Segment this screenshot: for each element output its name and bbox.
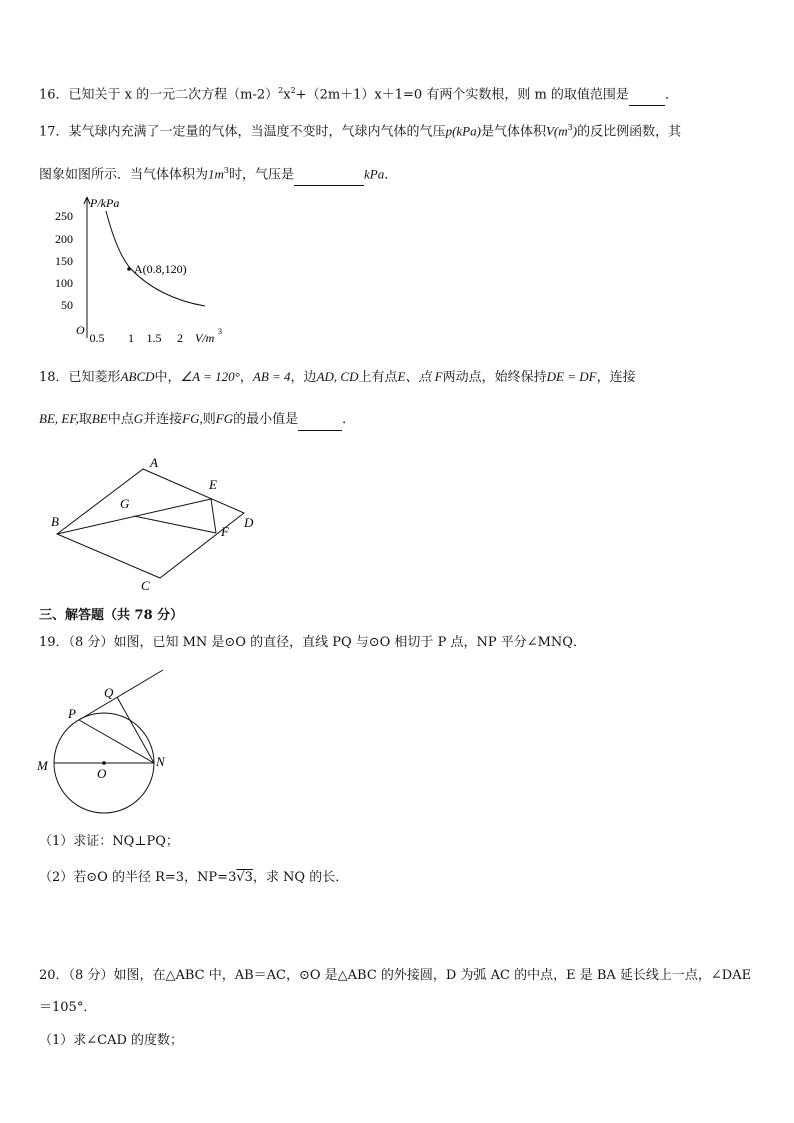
pressure-variable: p(kPa) <box>445 123 481 139</box>
point-label: O <box>97 766 107 781</box>
question-18-line2 <box>39 409 355 431</box>
point-a-label: A(0.8,120) <box>134 262 187 276</box>
answer-blank[interactable] <box>294 165 364 186</box>
point-label: M <box>37 758 48 773</box>
y-tick-label: 100 <box>55 276 73 290</box>
math-expr: BE <box>91 411 108 426</box>
question-19-part2 <box>39 868 348 888</box>
rhombus-figure <box>40 450 270 595</box>
math-expr: AB = 4 <box>252 369 291 384</box>
question-20-part1: （1）求∠CAD 的度数； <box>39 1033 184 1048</box>
question-text: 并连接 <box>143 412 183 427</box>
x-tick-label: 0.5 <box>89 331 105 345</box>
y-tick-label: 200 <box>55 232 73 246</box>
segment-ef <box>211 499 216 533</box>
segment-gf <box>134 516 216 533</box>
x-tick-label: 1 <box>128 331 134 345</box>
question-number: 16． <box>39 87 69 103</box>
question-17-line2 <box>39 161 397 186</box>
question-text: ，连接 <box>596 370 636 385</box>
question-18 <box>39 367 636 388</box>
segment-qn <box>117 697 154 763</box>
question-text: （8 分）如图，在△ABC 中，AB＝AC，⊙O 是△ABC 的外接圆，D 为弧 AC 的中点，E 是 BA 延长线上一点，∠DAE <box>68 968 752 983</box>
volume-value: 1m <box>208 166 224 182</box>
superscript: 3 <box>567 123 573 132</box>
question-text: 已知关于 x 的一元二次方程（m-2） <box>68 87 279 103</box>
question-20 <box>39 966 751 986</box>
point-a <box>127 267 131 271</box>
paren: ) <box>572 123 578 139</box>
vertex-label: C <box>141 578 150 593</box>
math-expr: ∠A = 120° <box>180 369 240 384</box>
question-text: 的反比例函数，其 <box>577 124 682 140</box>
y-axis-label: P/kPa <box>90 196 120 210</box>
question-text: （8 分）如图，已知 MN 是⊙O 的直径，直线 PQ 与⊙O 相切于 P 点，NP 平分∠MNQ． <box>68 635 586 650</box>
answer-blank[interactable] <box>298 410 342 431</box>
sqrt-expr: √3 <box>236 870 253 885</box>
center-o <box>102 761 106 765</box>
question-text: ，求 NQ 的长． <box>252 870 349 885</box>
period: ． <box>342 412 356 427</box>
question-text: 则 <box>202 412 216 427</box>
circle-tangent-figure <box>33 665 183 815</box>
math-expr: DE = DF <box>546 369 597 384</box>
hyperbola-curve <box>106 211 205 306</box>
point-label: P <box>68 706 76 721</box>
period: ． <box>384 167 398 183</box>
superscript: 2 <box>290 86 296 95</box>
math-expr: 3 <box>228 870 237 885</box>
x-tick-label: 1.5 <box>146 331 162 345</box>
y-tick-label: 250 <box>55 209 73 223</box>
math-expr: G <box>133 411 144 426</box>
question-text: ，边 <box>290 370 317 385</box>
question-text: 某气球内充满了一定量的气体，当温度不变时，气球内气体的气压 <box>68 124 446 140</box>
math-expr: E、点 F <box>397 369 443 384</box>
superscript: 3 <box>223 166 229 175</box>
x-axis-label: V/m <box>195 331 215 345</box>
point-label: N <box>156 754 165 769</box>
question-text: +（2m＋1）x＋1=0 有两个实数根，则 m 的取值范围是 <box>295 87 629 103</box>
unit: kPa <box>364 166 385 182</box>
vertex-label: A <box>150 455 158 470</box>
x-tick-label: 2 <box>177 331 183 345</box>
question-number: 20． <box>39 968 69 983</box>
question-17 <box>39 118 681 142</box>
question-text: （2）若⊙O 的半径 R=3，NP= <box>39 870 229 885</box>
question-text: x <box>283 87 291 103</box>
math-expr: FG <box>215 411 234 426</box>
x-axis-label-superscript: 3 <box>218 327 222 336</box>
question-number: 17． <box>39 124 69 140</box>
math-expr: AD, CD <box>316 369 359 384</box>
question-text: 中， <box>154 370 181 385</box>
period: ． <box>664 87 678 103</box>
point-label: G <box>120 496 130 511</box>
question-text: 两动点，始终保持 <box>442 370 547 385</box>
question-number: 18． <box>39 370 69 385</box>
answer-blank[interactable] <box>629 85 665 106</box>
question-16 <box>39 81 678 106</box>
question-19-part1: （1）求证：NQ⊥PQ； <box>39 834 179 849</box>
question-text: ， <box>239 370 253 385</box>
point-label: Q <box>104 685 114 700</box>
math-expr: FG, <box>182 411 203 426</box>
segment-pn <box>79 720 154 763</box>
vertex-label: B <box>51 514 59 529</box>
question-text: 时，气压是 <box>229 167 295 183</box>
tangent-line-pq <box>79 670 163 720</box>
question-19 <box>39 633 586 653</box>
math-expr: ABCD <box>120 369 155 384</box>
question-text: 已知菱形 <box>68 370 121 385</box>
question-text: 取 <box>78 412 92 427</box>
origin-label: O <box>76 323 85 337</box>
math-expr: BE, EF, <box>39 411 79 426</box>
point-label: E <box>209 477 217 492</box>
question-text: 中点 <box>107 412 134 427</box>
section-heading: 三、解答题（共 78 分） <box>39 608 184 623</box>
superscript: 2 <box>278 86 284 95</box>
y-tick-label: 150 <box>55 254 73 268</box>
question-text: 的最小值是 <box>233 412 299 427</box>
question-number: 19． <box>39 635 69 650</box>
point-label: F <box>221 524 229 539</box>
question-text: 图象如图所示．当气体体积为 <box>39 167 209 183</box>
question-text: 上有点 <box>358 370 398 385</box>
vertex-label: D <box>244 515 254 530</box>
question-text: 是气体体积 <box>480 124 546 140</box>
y-tick-label: 50 <box>61 298 73 312</box>
question-20-line2: ＝105°． <box>39 1000 97 1015</box>
inverse-proportion-graph <box>55 193 230 348</box>
volume-variable: V(m <box>545 123 568 139</box>
